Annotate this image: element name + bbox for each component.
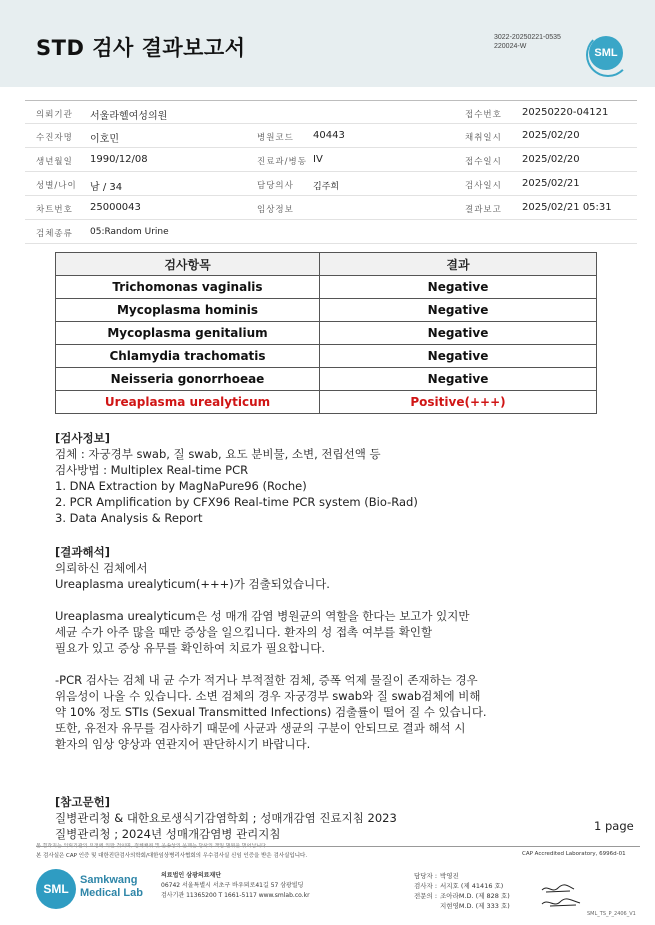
interpretation-line: -PCR 검사는 검체 내 균 수가 적거나 부적절한 검체, 증폭 억제 물질이 존재하는 경우 xyxy=(55,673,478,687)
footer-notice: 본 결과지는 의뢰기관의 요청에 의한 것이며, 검체채취 및 운송상의 문제는 당사의 책임 범위를 벗어납니다. xyxy=(36,843,268,849)
interpretation-section xyxy=(55,544,487,752)
test-item: Ureaplasma urealyticum xyxy=(56,391,320,414)
lab-street: 06742 서울특별시 서초구 바우뫼로41길 57 삼광빌딩 xyxy=(161,882,304,889)
lab-name-line-1: Samkwang xyxy=(80,874,138,886)
institution-value: 서울라헬여성의원 xyxy=(90,111,168,122)
page-number: 1 page xyxy=(594,819,634,833)
signer-role: 담당자 : xyxy=(414,872,438,880)
report-header xyxy=(0,0,655,87)
col-result-header: 결과 xyxy=(320,253,597,276)
interpretation-line: Ureaplasma urealyticum은 성 매개 감염 병원균의 역할을 한다는 보고가 있지만 xyxy=(55,609,470,623)
table-row xyxy=(56,368,597,391)
test-result: Negative xyxy=(320,299,597,322)
info-row-institution xyxy=(25,100,637,124)
test-item: Mycoplasma genitalium xyxy=(56,322,320,345)
table-row xyxy=(56,299,597,322)
patient-label: 수진자명 xyxy=(36,133,73,143)
table-row-positive xyxy=(56,391,597,414)
doctor-label: 담당의사 xyxy=(257,181,294,191)
birth-value: 1990/12/08 xyxy=(90,154,148,165)
reference-line: 질병관리청 & 대한요로생식기감염학회 ; 성매개감염 진료지침 2023 xyxy=(55,811,397,825)
lab-org: 의료법인 삼광의료재단 xyxy=(161,872,222,879)
test-info-heading: [검사정보] xyxy=(55,431,110,445)
tested-value: 2025/02/21 xyxy=(522,178,580,189)
sex-age-value: 남 / 34 xyxy=(90,182,123,193)
info-row-chart xyxy=(25,196,637,220)
table-row xyxy=(56,345,597,368)
test-item: Mycoplasma hominis xyxy=(56,299,320,322)
test-info-line: 검사방법 : Multiplex Real-time PCR xyxy=(55,463,249,477)
document-code-line-2: 220024-W xyxy=(494,43,527,50)
sml-logo: SML xyxy=(589,36,623,70)
form-code: SML_TS_P_2406_V1 xyxy=(587,911,636,917)
reception-no-value: 20250220-04121 xyxy=(522,107,609,118)
tested-label: 검사일시 xyxy=(465,181,502,191)
signer-name: 박영진 xyxy=(440,872,459,880)
hospital-code-label: 병원코드 xyxy=(257,133,294,143)
references-section xyxy=(55,794,397,842)
col-item-header: 검사항목 xyxy=(56,253,320,276)
interpretation-line: 약 10% 정도 STIs (Sexual Transmitted Infections) 검출률이 떨어 질 수 있습니다. xyxy=(55,705,487,719)
lab-name xyxy=(80,874,143,900)
interpretation-line: 위음성이 나올 수 있습니다. 소변 검체의 경우 자궁경부 swab와 질 swab검체에 비해 xyxy=(55,689,481,703)
test-info-line: 2. PCR Amplification by CFX96 Real-time PCR system (Bio-Rad) xyxy=(55,495,418,509)
table-row xyxy=(56,322,597,345)
footer-certification: 본 검사실은 CAP 인증 및 대한진단검사의학회/대한임상병리사협회의 우수검사실 신임 인증을 받은 검사실입니다. xyxy=(36,853,308,859)
signer-role: 전문의 : xyxy=(414,892,438,900)
received-value: 2025/02/20 xyxy=(522,154,580,165)
institution-label: 의뢰기관 xyxy=(36,110,73,120)
test-result: Negative xyxy=(320,368,597,391)
patient-value: 이호민 xyxy=(90,134,119,145)
interpretation-line: 환자의 임상 양상과 연관지어 판단하시기 바랍니다. xyxy=(55,737,311,751)
lab-name-line-2: Medical Lab xyxy=(80,887,143,899)
hospital-code-value: 40443 xyxy=(313,130,345,141)
test-item: Chlamydia trachomatis xyxy=(56,345,320,368)
info-row-patient xyxy=(25,124,637,148)
test-info-section xyxy=(55,430,418,526)
document-code-line-1: 3022-20250221-0535 xyxy=(494,34,561,41)
interpretation-line: 세균 수가 아주 많을 때만 증상을 일으킵니다. 환자의 성 접촉 여부를 확인할 xyxy=(55,625,433,639)
interpretation-line: 의뢰하신 검체에서 xyxy=(55,561,148,575)
lab-address xyxy=(161,871,310,901)
interpretation-heading: [결과해석] xyxy=(55,545,110,559)
report-title: STD 검사 결과보고서 xyxy=(36,36,246,60)
info-row-specimen xyxy=(25,220,637,244)
signer-name: 지현영M.D. (제 333 호) xyxy=(440,902,510,910)
table-row xyxy=(56,276,597,299)
birth-label: 생년월일 xyxy=(36,157,73,167)
test-info-line: 1. DNA Extraction by MagNaPure96 (Roche) xyxy=(55,479,307,493)
doctor-value: 김주희 xyxy=(313,182,340,192)
reported-value: 2025/02/21 05:31 xyxy=(522,202,612,213)
test-info-line: 검체 : 자궁경부 swab, 질 swab, 요도 분비물, 소변, 전립선액 등 xyxy=(55,447,381,461)
interpretation-line: 또한, 유전자 유무를 검사하기 때문에 사균과 생균의 구분이 안되므로 결과 해석 시 xyxy=(55,721,466,735)
signer-role: 검사자 : xyxy=(414,882,438,890)
reference-line: 질병관리청 ; 2024년 성매개감염병 관리지침 xyxy=(55,827,281,841)
dept-label: 진료과/병동 xyxy=(257,157,307,167)
test-result: Negative xyxy=(320,322,597,345)
lab-contact: 검사기관 11365200 T 1661-5117 www.smlab.co.kr xyxy=(161,892,310,899)
footer-divider xyxy=(36,846,640,847)
chart-label: 차트번호 xyxy=(36,205,73,215)
info-row-sex-age xyxy=(25,172,637,196)
sex-age-label: 성별/나이 xyxy=(36,181,77,191)
interpretation-line: 필요가 있고 증상 유무를 확인하여 치료가 필요합니다. xyxy=(55,641,325,655)
cap-accreditation: CAP Accredited Laboratory, 6996d-01 xyxy=(522,851,626,857)
reception-no-label: 접수번호 xyxy=(465,110,502,120)
signer-name: 서지호 (제 41416 호) xyxy=(440,882,504,890)
signer-name: 조아라M.D. (제 828 호) xyxy=(440,892,510,900)
references-heading: [참고문헌] xyxy=(55,795,110,809)
test-result: Negative xyxy=(320,276,597,299)
interpretation-line: Ureaplasma urealyticum(+++)가 검출되었습니다. xyxy=(55,577,330,591)
test-result: Negative xyxy=(320,345,597,368)
reported-label: 결과보고 xyxy=(465,205,502,215)
received-label: 접수일시 xyxy=(465,157,502,167)
test-item: Neisseria gonorrhoeae xyxy=(56,368,320,391)
results-table xyxy=(55,252,597,414)
document-code xyxy=(494,33,561,51)
signers xyxy=(414,871,510,911)
specimen-value: 05:Random Urine xyxy=(90,227,169,237)
results-header-row xyxy=(56,253,597,276)
info-row-birth xyxy=(25,148,637,172)
chart-value: 25000043 xyxy=(90,202,141,213)
specimen-label: 검체종류 xyxy=(36,229,73,239)
collected-value: 2025/02/20 xyxy=(522,130,580,141)
collected-label: 채취일시 xyxy=(465,133,502,143)
signature-image xyxy=(540,880,584,910)
dept-value: IV xyxy=(313,154,323,165)
samkwang-logo: SML xyxy=(36,869,76,909)
test-item: Trichomonas vaginalis xyxy=(56,276,320,299)
clinical-label: 임상정보 xyxy=(257,205,294,215)
test-result: Positive(+++) xyxy=(320,391,597,414)
test-info-line: 3. Data Analysis & Report xyxy=(55,511,203,525)
